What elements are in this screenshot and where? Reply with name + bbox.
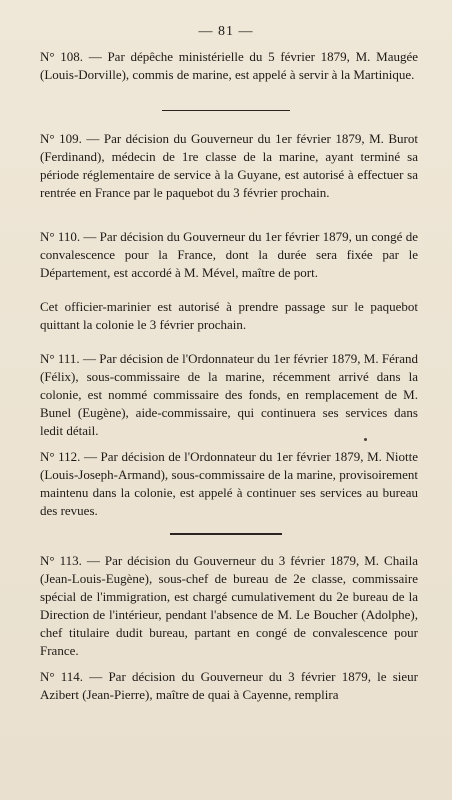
entry-108: N° 108. — Par dépêche ministérielle du 5 février 1879, M. Maugée (Louis-Dorville), commis de marine, est appelé à servir à la Martinique. [40,49,418,82]
entry-114: N° 114. — Par décision du Gouverneur du 3 février 1879, le sieur Azibert (Jean-Pierre), maître de quai à Cayenne, remplira [40,669,418,702]
section-divider [162,110,290,111]
ink-dot [364,438,367,441]
page-number: — 81 — [198,24,254,39]
entry-111: N° 111. — Par décision de l'Ordonnateur du 1er février 1879, M. Férand (Félix), sous-commissaire de la marine, récemment arrivé dans la colonie, est nommé commissaire des fonds, en remplacement de M. Bunel (Eugène), aide-commissaire, qui continuera ses services dans ledit détail. [40,351,418,438]
entry-109: N° 109. — Par décision du Gouverneur du 1er février 1879, M. Burot (Ferdinand), médecin de 1re classe de la marine, ayant terminé sa période réglementaire de service à la Guyane, est autorisé à effectuer sa rentrée en France par le paquebot du 3 février prochain. [40,131,418,200]
entry-112: N° 112. — Par décision de l'Ordonnateur du 1er février 1879, M. Niotte (Louis-Joseph-Armand), sous-commissaire de la marine, provisoirement maintenu dans la colonie, est appelé à continuer ses services au bureau des revues. [40,449,418,518]
section-divider [170,533,282,535]
entry-110: N° 110. — Par décision du Gouverneur du 1er février 1879, un congé de convalescence pour la France, dont la durée sera fixée par le Département, est accordé à M. Mével, maître de port. [40,229,418,280]
entry-113: N° 113. — Par décision du Gouverneur du 3 février 1879, M. Chaila (Jean-Louis-Eugène), sous-chef de bureau de 2e classe, commissaire spécial de l'immigration, est chargé cumulativement du 2e bureau de la Direction de l'intérieur, pendant l'absence de M. Le Boucher (Adolphe), chef titulaire dudit bureau, partant en congé de convalescence pour France. [40,553,418,658]
entry-110-note: Cet officier-marinier est autorisé à prendre passage sur le paquebot quittant la colonie le 3 février prochain. [40,299,418,332]
